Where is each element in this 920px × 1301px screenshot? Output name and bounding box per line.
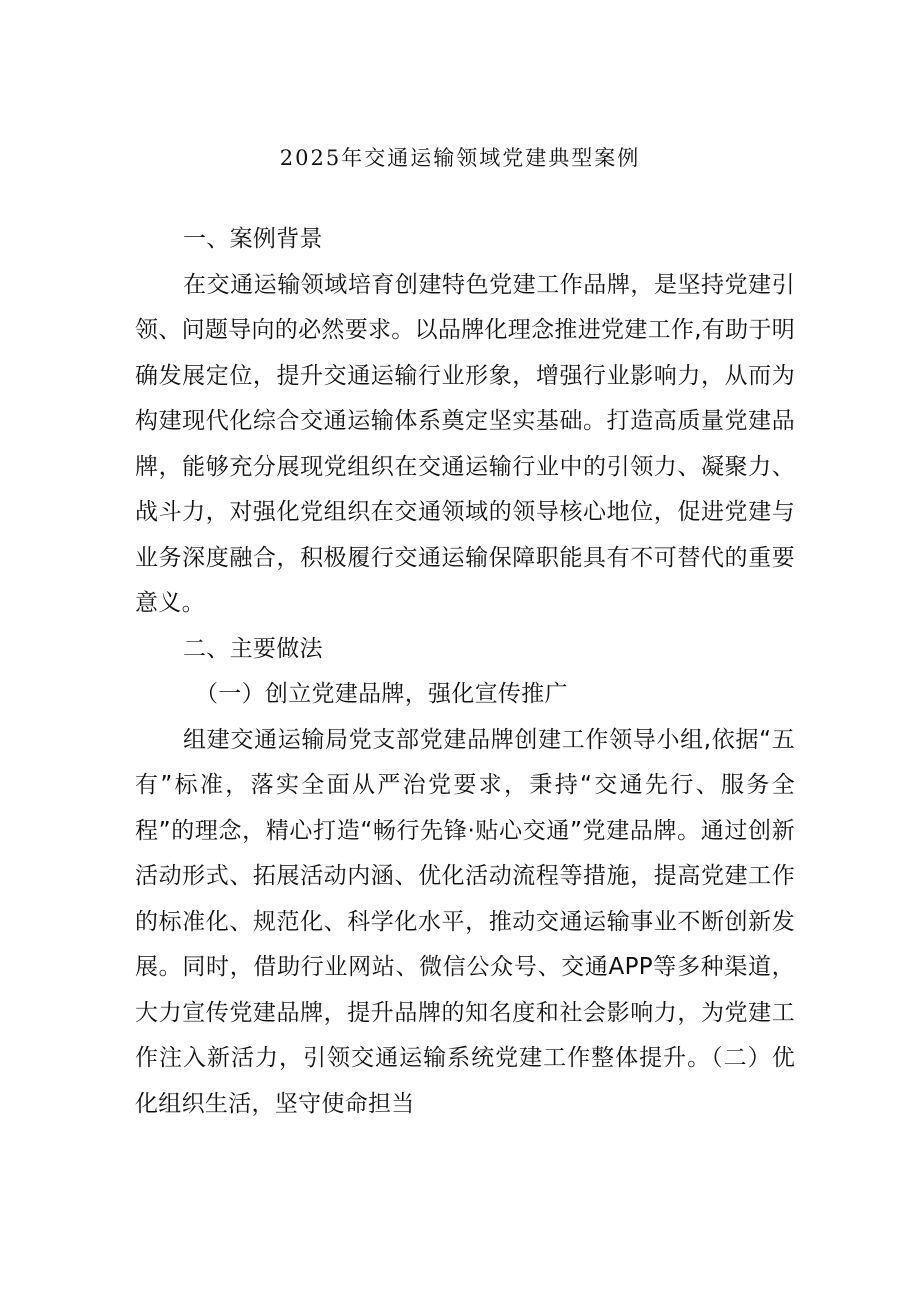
- document-title: 2025年交通运输领域党建典型案例: [279, 146, 641, 170]
- section-heading-background: 一、案例背景: [183, 226, 323, 252]
- paragraph-brand-creation: 组建交通运输局党支部党建品牌创建工作领导小组,依据“五有”标准，落实全面从严治党要求，秉持“交通先行、服务全程”的理念，精心打造“畅行先锋·贴心交通”党建品牌。通过创新活动形式、拓展活动内涵、优化活动流程等措施，提高党建工作的标准化、规范化、科学化水平，推动交通运输事业不断创新发展。同时，借助行业网站、微信公众号、交通APP等多种渠道，大力宣传党建品牌，提升品牌的知名度和社会影响力，为党建工作注入新活力，引领交通运输系统党建工作整体提升。（二）优化组织生活，坚守使命担当: [135, 726, 795, 1117]
- subheading-brand-creation: （一）创立党建品牌，强化宣传推广: [195, 681, 568, 707]
- document-body: [135, 217, 795, 1127]
- paragraph-background: 在交通运输领域培育创建特色党建工作品牌，是坚持党建引领、问题导向的必然要求。以品牌化理念推进党建工作,有助于明确发展定位，提升交通运输行业形象，增强行业影响力，从而为构建现代化综合交通运输体系奠定坚实基础。打造高质量党建品牌，能够充分展现党组织在交通运输行业中的引领力、凝聚力、战斗力，对强化党组织在交通领域的领导核心地位，促进党建与业务深度融合，积极履行交通运输保障职能具有不可替代的重要意义。: [135, 271, 796, 616]
- section-heading-main-practices: 二、主要做法: [183, 635, 323, 662]
